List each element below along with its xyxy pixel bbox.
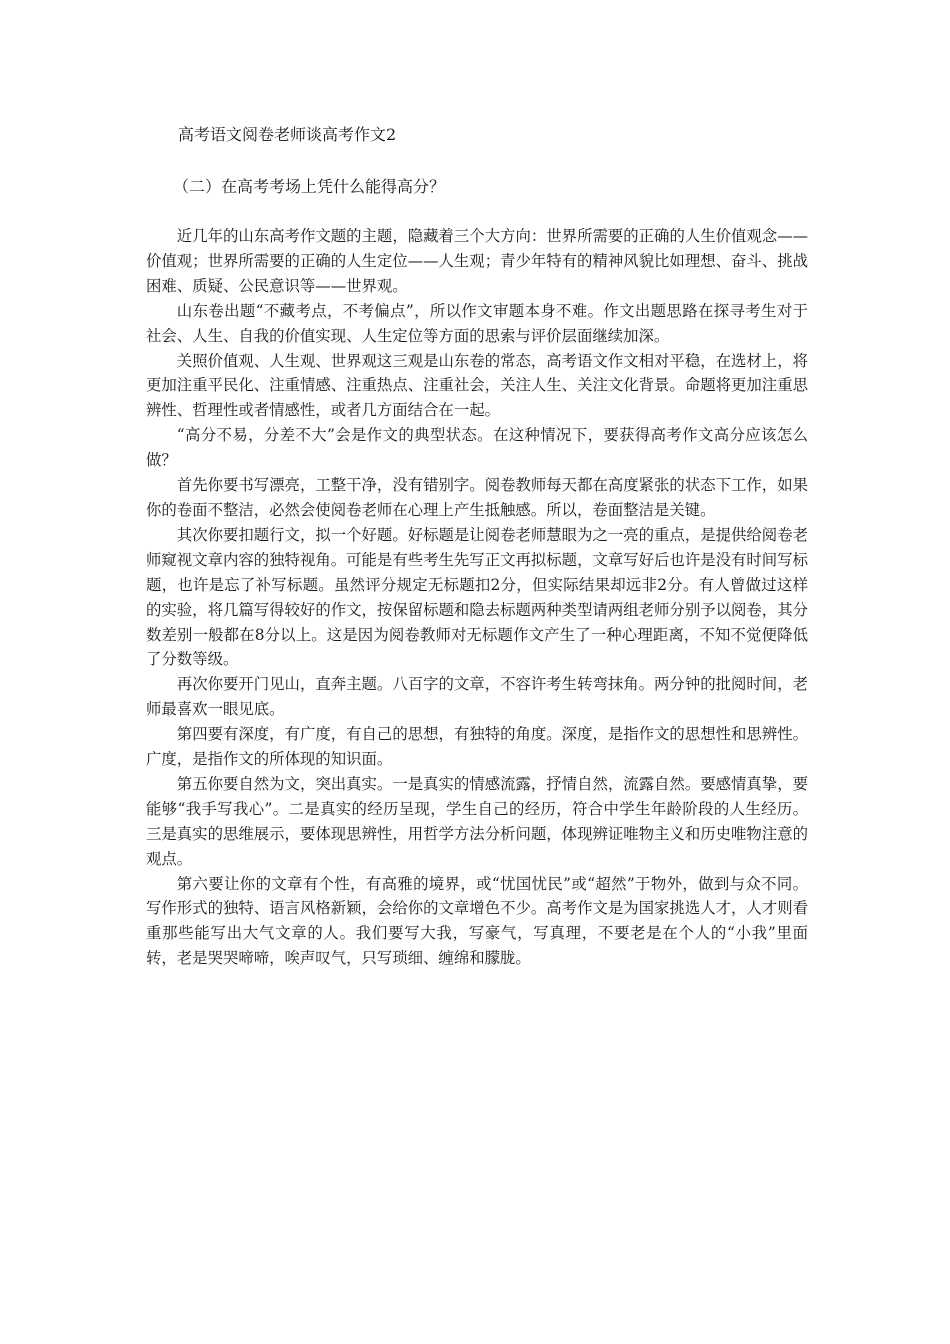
document-title: 高考语文阅卷老师谈高考作文2: [178, 125, 397, 144]
paragraph-2: 山东卷出题“不藏考点，不考偏点”，所以作文审题本身不难。作文出题思路在探寻考生对于社会、人生、自我的价值实现、人生定位等方面的思索与评价层面继续加深。: [146, 301, 808, 345]
paragraph-9: 第五你要自然为文，突出真实。一是真实的情感流露，抒情自然，流露自然。要感情真挚，要能够“我手写我心”。二是真实的经历呈现，学生自己的经历，符合中学生年龄阶段的人生经历。三是真实的思维展示，要体现思辨性，用哲学方法分析问题，体现辨证唯物主义和历史唯物注意的观点。: [146, 774, 808, 868]
paragraph-3: 关照价值观、人生观、世界观这三观是山东卷的常态，高考语文作文相对平稳，在选材上，将更加注重平民化、注重情感、注重热点、注重社会，关注人生、关注文化背景。命题将更加注重思辨性、哲理性或者情感性，或者几方面结合在一起。: [146, 351, 808, 420]
paragraph-7: 再次你要开门见山，直奔主题。八百字的文章，不容许考生转弯抹角。两分钟的批阅时间，老师最喜欢一眼见底。: [146, 675, 808, 719]
paragraph-5: 首先你要书写漂亮，工整干净，没有错别字。阅卷教师每天都在高度紧张的状态下工作，如果你的卷面不整洁，必然会使阅卷老师在心理上产生抵触感。所以，卷面整洁是关键。: [146, 476, 808, 519]
paragraph-10: 第六要让你的文章有个性，有高雅的境界，或“忧国忧民”或“超然”于物外，做到与众不同。写作形式的独特、语言风格新颖，会给你的文章增色不少。高考作文是为国家挑选人才，人才则看重那些能写出大气文章的人。我们要写大我，写豪气，写真理，不要老是在个人的“小我”里面转，老是哭哭啼啼，唉声叹气，只写琐细、缠绵和朦胧。: [146, 874, 808, 968]
paragraph-6: 其次你要扣题行文，拟一个好题。好标题是让阅卷老师慧眼为之一亮的重点，是提供给阅卷老师窥视文章内容的独特视角。可能是有些考生先写正文再拟标题，文章写好后也许是没有时间写标题，也许是忘了补写标题。虽然评分规定无标题扣2分，但实际结果却远非2分。有人曾做过这样的实验，将几篇写得较好的作文，按保留标题和隐去标题两种类型请两组老师分别予以阅卷，其分数差别一般都在8分以上。这是因为阅卷教师对无标题作文产生了一种心理距离，不知不觉便降低了分数等级。: [146, 525, 808, 669]
section-heading: （二）在高考考场上凭什么能得高分？: [173, 177, 446, 196]
document-body: [146, 224, 808, 971]
paragraph-4: “高分不易，分差不大”会是作文的典型状态。在这种情况下，要获得高考作文高分应该怎么做？: [146, 426, 808, 470]
paragraph-1: 近几年的山东高考作文题的主题，隐藏着三个大方向：世界所需要的正确的人生价值观念——价值观；世界所需要的正确的人生定位——人生观；青少年特有的精神风貌比如理想、奋斗、挑战困难、质疑、公民意识等——世界观。: [146, 227, 808, 295]
paragraph-8: 第四要有深度，有广度，有自己的思想，有独特的角度。深度，是指作文的思想性和思辨性。广度，是指作文的所体现的知识面。: [146, 725, 808, 769]
